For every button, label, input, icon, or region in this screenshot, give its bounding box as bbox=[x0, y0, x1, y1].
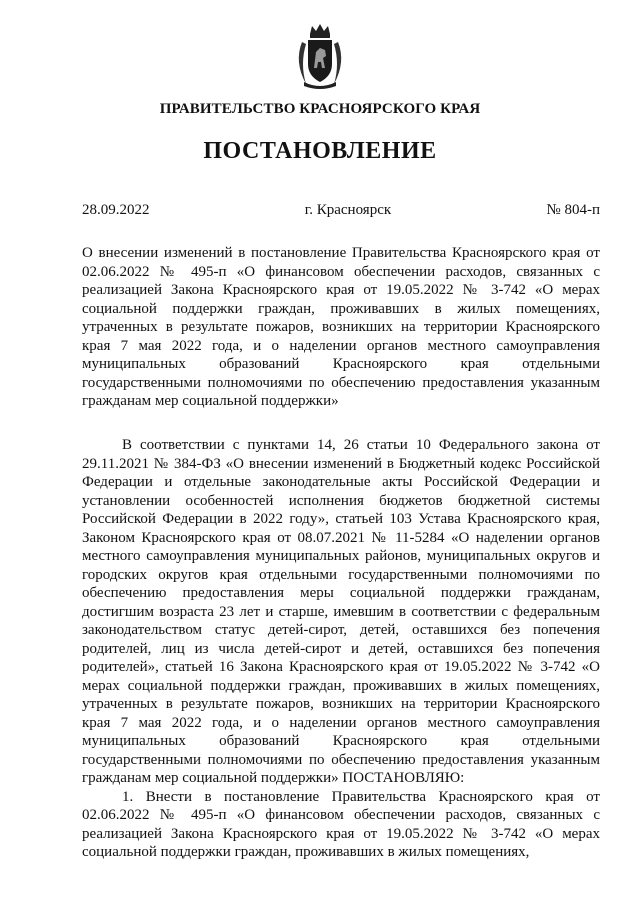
document-number: № 804-п bbox=[546, 202, 600, 218]
body-paragraph: В соответствии с пунктами 14, 26 статьи 10 Федерального закона от 29.11.2021 № 384-ФЗ «О внесении изменений в Бюджетный кодекс Российской Федерации и отдельные законодательные акты Российской Федерации и установлении особенностей исполнения бюджетов бюджетной системы Российской Федерации в 2022 году», статьей 103 Устава Красноярского края, Законом Красноярского края от 08.07.2021 № 11-5284 «О наделении органов местного самоуправления муниципальных районов, муниципальных округов и городских округов края отдельными государственными полномочиями по обеспечению предоставления меры социальной поддержки гражданам, достигшим возраста 23 лет и старше, имевшим в соответствии с федеральным законодательством статус детей-сирот, детей, оставшихся без попечения родителей, лиц из числа детей-сирот и детей, оставшихся без попечения родителей», статьей 16 Закона Красноярского края от 19.05.2022 № 3-742 «О мерах социальной поддержки граждан, проживавших в жилых помещениях, утраченных в результате пожаров, возникших на территории Красноярского края 7 мая 2022 года, и о наделении органов местного самоуправления муниципальных образований Красноярского края отдельными государственными полномочиями по обеспечению предоставления указанным гражданам мер социальной поддержки» ПОСТАНОВЛЯЮ: bbox=[82, 437, 600, 786]
document-type: ПОСТАНОВЛЕНИЕ bbox=[203, 138, 437, 164]
document-title: О внесении изменений в постановление Правительства Красноярского края от 02.06.2022 № 495-п «О финансовом обеспечении расходов, связанных с реализацией Закона Красноярского края от 19.05.2022 № 3-742 «О мерах социальной поддержки граждан, проживавших в жилых помещениях, утраченных в результате пожаров, возникших на территории Красноярского края 7 мая 2022 года, и о наделении органов местного самоуправления муниципальных образований Красноярского края отдельными государственными полномочиями по обеспечению предоставления указанным гражданам мер социальной поддержки» bbox=[82, 245, 600, 409]
document-city: г. Красноярск bbox=[304, 202, 392, 218]
document-date: 28.09.2022 bbox=[82, 202, 150, 218]
organization-name: ПРАВИТЕЛЬСТВО КРАСНОЯРСКОГО КРАЯ bbox=[159, 101, 481, 117]
body-paragraph: 1. Внести в постановление Правительства Красноярского края от 02.06.2022 № 495-п «О финансовом обеспечении расходов, связанных с реализацией Закона Красноярского края от 19.05.2022 № 3-742 «О мерах социальной поддержки граждан, проживавших в жилых помещениях, bbox=[82, 788, 600, 860]
document-body bbox=[82, 436, 600, 862]
document-meta-row bbox=[82, 202, 600, 219]
krasnoyarsk-coat-of-arms-icon bbox=[292, 22, 348, 90]
